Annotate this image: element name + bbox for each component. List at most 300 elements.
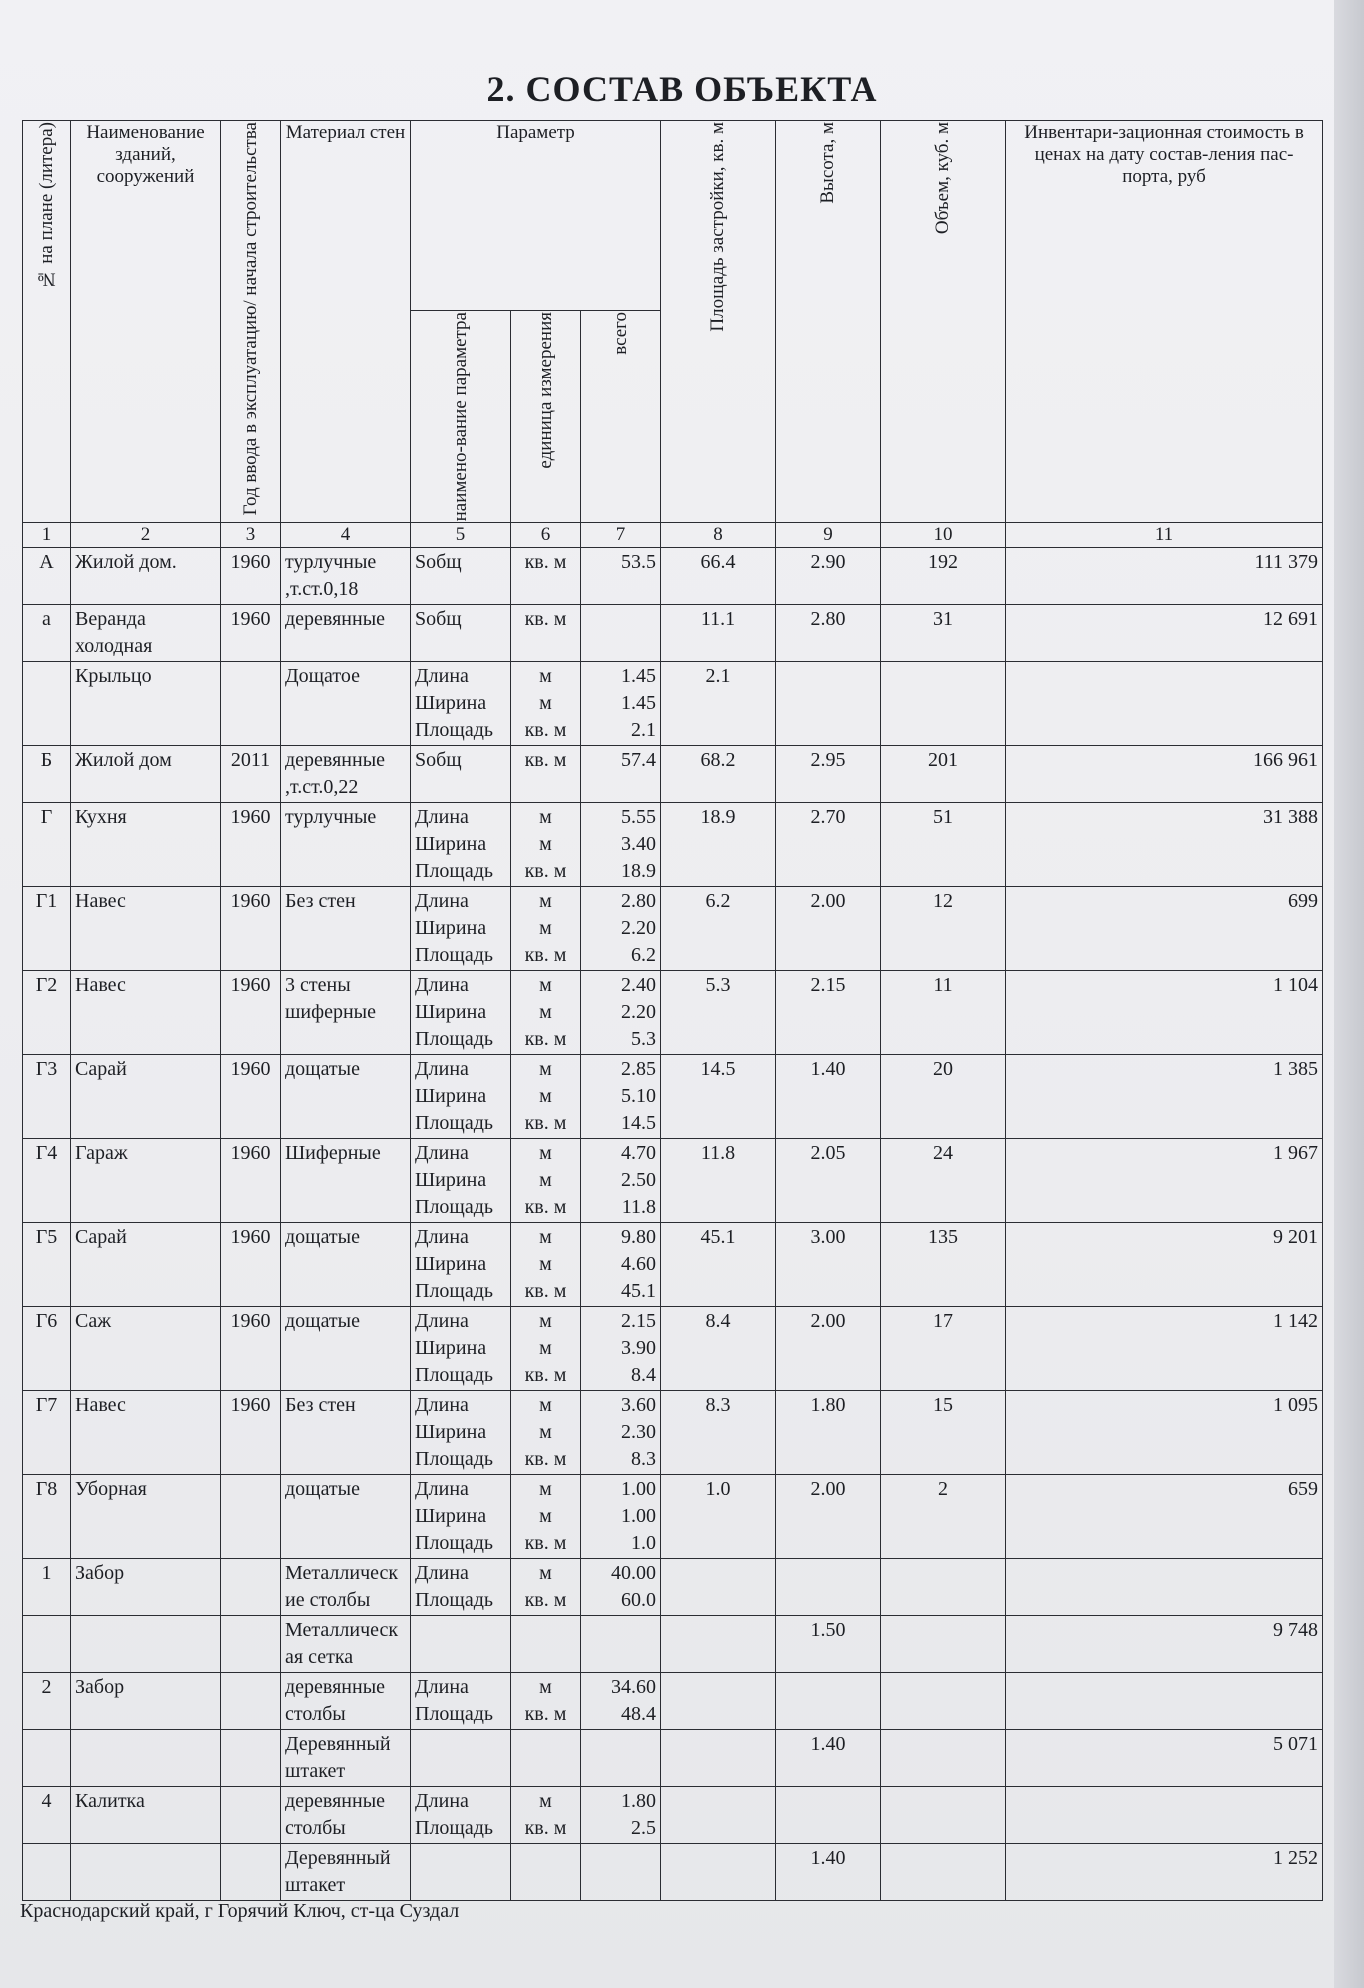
cell-volume: 11 xyxy=(881,971,1006,1055)
param-total: 4.70 xyxy=(621,1142,657,1165)
param-name: Ширина xyxy=(415,833,487,856)
cell-param-unit xyxy=(511,1139,581,1223)
cell-year: 1960 xyxy=(221,803,281,887)
cell-year: 1960 xyxy=(221,1391,281,1475)
param-unit: м xyxy=(539,917,552,940)
param-name: Площадь xyxy=(415,1364,493,1387)
param-unit: кв. м xyxy=(524,1112,567,1135)
cell-year xyxy=(221,1616,281,1673)
param-name: Ширина xyxy=(415,1505,487,1528)
cell-year xyxy=(221,1787,281,1844)
cell-param-unit xyxy=(511,662,581,746)
cell-height xyxy=(776,1673,881,1730)
param-unit: м xyxy=(539,692,552,715)
cell-name: Крыльцо xyxy=(71,662,221,746)
cell-param-total xyxy=(581,1475,661,1559)
cell-cost: 1 252 xyxy=(1006,1844,1323,1901)
column-number: 5 xyxy=(411,523,511,548)
param-total: 2.80 xyxy=(621,890,657,913)
table-row xyxy=(23,605,1323,662)
param-name: Площадь xyxy=(415,1196,493,1219)
cell-param-name xyxy=(411,1787,511,1844)
param-name: Sобщ xyxy=(415,608,462,631)
cell-param-unit xyxy=(511,1307,581,1391)
cell-cost xyxy=(1006,1787,1323,1844)
cell-year xyxy=(221,1673,281,1730)
cell-material: деревянные столбы xyxy=(281,1787,411,1844)
cell-material: Шиферные xyxy=(281,1139,411,1223)
cell-param-name xyxy=(411,1844,511,1901)
column-number: 8 xyxy=(661,523,776,548)
cell-param-total xyxy=(581,1559,661,1616)
param-unit: м xyxy=(539,1169,552,1192)
cell-material: Без стен xyxy=(281,1391,411,1475)
cell-param-unit xyxy=(511,1475,581,1559)
cell-built-area xyxy=(661,1559,776,1616)
cell-param-name xyxy=(411,971,511,1055)
param-total: 2.5 xyxy=(631,1817,657,1840)
cell-volume: 201 xyxy=(881,746,1006,803)
param-total: 1.45 xyxy=(621,665,657,688)
cell-param-name xyxy=(411,1223,511,1307)
cell-param-name xyxy=(411,1673,511,1730)
cell-param-unit xyxy=(511,803,581,887)
param-unit: кв. м xyxy=(524,1364,567,1387)
cell-name: Сарай xyxy=(71,1055,221,1139)
param-unit: кв. м xyxy=(524,749,567,772)
param-name: Длина xyxy=(415,1790,469,1813)
cell-material: дощатые xyxy=(281,1307,411,1391)
param-total: 3.40 xyxy=(621,833,657,856)
param-total: 2.30 xyxy=(621,1421,657,1444)
cell-height: 2.00 xyxy=(776,887,881,971)
header-param-total: всего xyxy=(581,311,661,523)
cell-material: Металлическ ая сетка xyxy=(281,1616,411,1673)
cell-param-unit xyxy=(511,1391,581,1475)
cell-height: 2.90 xyxy=(776,548,881,605)
cell-material: дощатые xyxy=(281,1223,411,1307)
cell-lit: Г4 xyxy=(23,1139,71,1223)
table-body xyxy=(23,548,1323,1901)
header-cost: Инвентари-зационная стоимость в ценах на дату состав-ления пас-порта, руб xyxy=(1006,121,1323,523)
param-name: Ширина xyxy=(415,1001,487,1024)
cell-built-area xyxy=(661,1673,776,1730)
cell-height xyxy=(776,1559,881,1616)
cell-material: Деревянный штакет xyxy=(281,1730,411,1787)
cell-volume: 135 xyxy=(881,1223,1006,1307)
param-unit: м xyxy=(539,1085,552,1108)
cell-material: деревянные ,т.ст.0,22 xyxy=(281,746,411,803)
cell-name: Саж xyxy=(71,1307,221,1391)
header-volume: Объем, куб. м xyxy=(881,121,1006,523)
cell-param-name xyxy=(411,1559,511,1616)
cell-lit: Г xyxy=(23,803,71,887)
cell-lit: 1 xyxy=(23,1559,71,1616)
cell-param-total xyxy=(581,1730,661,1787)
header-param-unit: единица измерения xyxy=(511,311,581,523)
cell-height: 1.50 xyxy=(776,1616,881,1673)
cell-param-name xyxy=(411,1391,511,1475)
cell-cost: 1 142 xyxy=(1006,1307,1323,1391)
cell-built-area: 8.3 xyxy=(661,1391,776,1475)
cell-param-name xyxy=(411,1616,511,1673)
param-total: 1.0 xyxy=(631,1532,657,1555)
param-total: 4.60 xyxy=(621,1253,657,1276)
cell-built-area: 14.5 xyxy=(661,1055,776,1139)
cell-year: 1960 xyxy=(221,1139,281,1223)
param-unit: м xyxy=(539,1676,552,1699)
cell-param-name xyxy=(411,1730,511,1787)
param-unit: м xyxy=(539,1001,552,1024)
param-name: Длина xyxy=(415,1142,469,1165)
param-unit: м xyxy=(539,1505,552,1528)
cell-param-total xyxy=(581,1223,661,1307)
table-row xyxy=(23,803,1323,887)
param-total: 2.20 xyxy=(621,917,657,940)
cell-volume: 31 xyxy=(881,605,1006,662)
param-name: Площадь xyxy=(415,944,493,967)
param-unit: м xyxy=(539,1142,552,1165)
cell-year: 1960 xyxy=(221,887,281,971)
param-name: Ширина xyxy=(415,1085,487,1108)
cell-param-name xyxy=(411,605,511,662)
param-total: 3.60 xyxy=(621,1394,657,1417)
cell-lit xyxy=(23,1616,71,1673)
column-number: 2 xyxy=(71,523,221,548)
table-row xyxy=(23,1559,1323,1616)
cell-cost: 1 967 xyxy=(1006,1139,1323,1223)
cell-name: Уборная xyxy=(71,1475,221,1559)
cell-param-name xyxy=(411,1307,511,1391)
param-name: Ширина xyxy=(415,917,487,940)
param-name: Длина xyxy=(415,1058,469,1081)
cell-param-total xyxy=(581,1616,661,1673)
cell-param-unit xyxy=(511,548,581,605)
column-number: 11 xyxy=(1006,523,1323,548)
param-name: Ширина xyxy=(415,1421,487,1444)
column-number: 1 xyxy=(23,523,71,548)
cell-param-name xyxy=(411,887,511,971)
param-total: 34.60 xyxy=(611,1676,657,1699)
cell-param-unit xyxy=(511,605,581,662)
header-year: Год ввода в эксплуатацию/ начала строительства xyxy=(221,121,281,523)
cell-height xyxy=(776,662,881,746)
page-edge-shadow xyxy=(1334,0,1364,1988)
cell-param-unit xyxy=(511,1787,581,1844)
cell-param-total xyxy=(581,803,661,887)
cell-built-area xyxy=(661,1616,776,1673)
column-number: 4 xyxy=(281,523,411,548)
cell-volume: 17 xyxy=(881,1307,1006,1391)
cell-volume xyxy=(881,1844,1006,1901)
cell-year xyxy=(221,1844,281,1901)
param-total: 11.8 xyxy=(621,1196,657,1219)
cell-name: Сарай xyxy=(71,1223,221,1307)
param-name: Длина xyxy=(415,1676,469,1699)
param-unit: кв. м xyxy=(524,1589,567,1612)
table-row xyxy=(23,1673,1323,1730)
cell-cost: 111 379 xyxy=(1006,548,1323,605)
cell-name: Навес xyxy=(71,887,221,971)
cell-material: Деревянный штакет xyxy=(281,1844,411,1901)
param-name: Площадь xyxy=(415,1112,493,1135)
param-unit: кв. м xyxy=(524,1703,567,1726)
cell-cost: 699 xyxy=(1006,887,1323,971)
cell-param-total xyxy=(581,1391,661,1475)
cell-param-total xyxy=(581,1787,661,1844)
cell-cost: 5 071 xyxy=(1006,1730,1323,1787)
cell-lit: а xyxy=(23,605,71,662)
param-name: Площадь xyxy=(415,1028,493,1051)
cell-height: 3.00 xyxy=(776,1223,881,1307)
header-param-name: наимено-вание параметра xyxy=(411,311,511,523)
cell-param-name xyxy=(411,1139,511,1223)
cell-lit: Г3 xyxy=(23,1055,71,1139)
cell-name: Кухня xyxy=(71,803,221,887)
cell-volume xyxy=(881,1616,1006,1673)
cell-param-unit xyxy=(511,746,581,803)
column-number: 6 xyxy=(511,523,581,548)
param-name: Длина xyxy=(415,974,469,997)
cell-year: 1960 xyxy=(221,548,281,605)
param-total: 2.40 xyxy=(621,974,657,997)
header-material: Материал стен xyxy=(281,121,411,523)
cell-param-name xyxy=(411,746,511,803)
param-total: 5.55 xyxy=(621,806,657,829)
param-total: 8.3 xyxy=(631,1448,657,1471)
param-name: Площадь xyxy=(415,1532,493,1555)
header-lit: № на плане (литера) xyxy=(23,121,71,523)
param-total: 2.15 xyxy=(621,1310,657,1333)
param-unit: м xyxy=(539,665,552,688)
cell-built-area: 8.4 xyxy=(661,1307,776,1391)
param-name: Площадь xyxy=(415,860,493,883)
param-total: 18.9 xyxy=(621,860,657,883)
cell-name: Забор xyxy=(71,1559,221,1616)
cell-material: деревянные xyxy=(281,605,411,662)
cell-lit: Г6 xyxy=(23,1307,71,1391)
cell-name xyxy=(71,1844,221,1901)
cell-param-total xyxy=(581,605,661,662)
param-unit: м xyxy=(539,1226,552,1249)
cell-height: 1.80 xyxy=(776,1391,881,1475)
cell-height: 2.80 xyxy=(776,605,881,662)
cell-built-area: 2.1 xyxy=(661,662,776,746)
cell-material: дощатые xyxy=(281,1475,411,1559)
cell-param-unit xyxy=(511,1673,581,1730)
cell-lit: Г1 xyxy=(23,887,71,971)
cell-year: 1960 xyxy=(221,971,281,1055)
param-total: 3.90 xyxy=(621,1337,657,1360)
param-total: 5.10 xyxy=(621,1085,657,1108)
cell-cost xyxy=(1006,662,1323,746)
param-name: Длина xyxy=(415,1478,469,1501)
param-name: Длина xyxy=(415,1226,469,1249)
cell-built-area xyxy=(661,1787,776,1844)
cell-volume xyxy=(881,1559,1006,1616)
cell-param-name xyxy=(411,1055,511,1139)
column-number: 10 xyxy=(881,523,1006,548)
param-total: 14.5 xyxy=(621,1112,657,1135)
cell-year xyxy=(221,662,281,746)
cell-param-total xyxy=(581,1844,661,1901)
param-total: 48.4 xyxy=(621,1703,657,1726)
cell-lit: 2 xyxy=(23,1673,71,1730)
param-total: 1.00 xyxy=(621,1478,657,1501)
param-total: 2.50 xyxy=(621,1169,657,1192)
cell-cost: 1 104 xyxy=(1006,971,1323,1055)
cell-param-total xyxy=(581,746,661,803)
cell-built-area: 5.3 xyxy=(661,971,776,1055)
param-name: Ширина xyxy=(415,1169,487,1192)
param-name: Длина xyxy=(415,1562,469,1585)
cell-year: 1960 xyxy=(221,1055,281,1139)
cell-lit: Г5 xyxy=(23,1223,71,1307)
cell-name xyxy=(71,1730,221,1787)
cell-param-total xyxy=(581,1673,661,1730)
param-unit: кв. м xyxy=(524,1280,567,1303)
cell-height: 2.95 xyxy=(776,746,881,803)
cell-lit: А xyxy=(23,548,71,605)
param-unit: м xyxy=(539,1562,552,1585)
header-name: Наименование зданий, сооружений xyxy=(71,121,221,523)
table-row xyxy=(23,662,1323,746)
cell-param-unit xyxy=(511,887,581,971)
param-unit: кв. м xyxy=(524,860,567,883)
table-row xyxy=(23,1787,1323,1844)
cell-volume: 2 xyxy=(881,1475,1006,1559)
param-total: 53.5 xyxy=(621,551,657,574)
param-name: Ширина xyxy=(415,692,487,715)
table-row xyxy=(23,1475,1323,1559)
cell-built-area xyxy=(661,1844,776,1901)
cell-volume: 12 xyxy=(881,887,1006,971)
cell-volume: 51 xyxy=(881,803,1006,887)
param-total: 1.45 xyxy=(621,692,657,715)
table-row xyxy=(23,1139,1323,1223)
cell-param-unit xyxy=(511,1844,581,1901)
param-name: Площадь xyxy=(415,1448,493,1471)
cell-param-unit xyxy=(511,971,581,1055)
cell-built-area: 66.4 xyxy=(661,548,776,605)
param-total: 1.00 xyxy=(621,1505,657,1528)
cell-cost: 1 385 xyxy=(1006,1055,1323,1139)
cell-material: 3 стены шиферные xyxy=(281,971,411,1055)
cell-built-area: 11.1 xyxy=(661,605,776,662)
cell-cost: 9 748 xyxy=(1006,1616,1323,1673)
cell-height: 2.15 xyxy=(776,971,881,1055)
param-unit: м xyxy=(539,1337,552,1360)
cell-material: Без стен xyxy=(281,887,411,971)
table-row xyxy=(23,1391,1323,1475)
cell-material: турлучные ,т.ст.0,18 xyxy=(281,548,411,605)
cell-param-total xyxy=(581,971,661,1055)
cell-height: 2.00 xyxy=(776,1307,881,1391)
cell-material: Дощатое xyxy=(281,662,411,746)
param-total: 2.85 xyxy=(621,1058,657,1081)
cell-volume: 24 xyxy=(881,1139,1006,1223)
param-total: 45.1 xyxy=(621,1280,657,1303)
cell-cost: 9 201 xyxy=(1006,1223,1323,1307)
param-total: 1.80 xyxy=(621,1790,657,1813)
column-number: 9 xyxy=(776,523,881,548)
cell-name: Гараж xyxy=(71,1139,221,1223)
param-total: 9.80 xyxy=(621,1226,657,1249)
param-name: Ширина xyxy=(415,1253,487,1276)
table-row xyxy=(23,548,1323,605)
cell-built-area: 1.0 xyxy=(661,1475,776,1559)
table-row xyxy=(23,1223,1323,1307)
header-param-group: Параметр xyxy=(411,121,661,311)
param-unit: кв. м xyxy=(524,1532,567,1555)
document-title: 2. СОСТАВ ОБЪЕКТА xyxy=(486,69,878,109)
column-number-row xyxy=(23,523,1323,548)
cell-cost: 166 961 xyxy=(1006,746,1323,803)
cell-cost: 659 xyxy=(1006,1475,1323,1559)
cell-year xyxy=(221,1559,281,1616)
param-total: 40.00 xyxy=(611,1562,657,1585)
param-total: 8.4 xyxy=(631,1364,657,1387)
cell-cost: 31 388 xyxy=(1006,803,1323,887)
cell-param-total xyxy=(581,1055,661,1139)
cell-param-name xyxy=(411,803,511,887)
cell-year: 2011 xyxy=(221,746,281,803)
param-name: Площадь xyxy=(415,719,493,742)
param-unit: м xyxy=(539,1394,552,1417)
cell-height: 1.40 xyxy=(776,1055,881,1139)
param-unit: м xyxy=(539,1421,552,1444)
cell-built-area: 68.2 xyxy=(661,746,776,803)
cell-cost: 12 691 xyxy=(1006,605,1323,662)
param-name: Длина xyxy=(415,1310,469,1333)
param-unit: кв. м xyxy=(524,944,567,967)
param-unit: м xyxy=(539,1058,552,1081)
param-unit: м xyxy=(539,974,552,997)
param-total: 57.4 xyxy=(621,749,657,772)
cell-cost: 1 095 xyxy=(1006,1391,1323,1475)
param-name: Площадь xyxy=(415,1589,493,1612)
cell-param-name xyxy=(411,548,511,605)
param-name: Длина xyxy=(415,665,469,688)
cell-year: 1960 xyxy=(221,605,281,662)
param-name: Длина xyxy=(415,806,469,829)
param-unit: кв. м xyxy=(524,1028,567,1051)
cell-volume: 15 xyxy=(881,1391,1006,1475)
cell-height: 1.40 xyxy=(776,1844,881,1901)
param-total: 5.3 xyxy=(631,1028,657,1051)
cell-name: Калитка xyxy=(71,1787,221,1844)
cell-param-unit xyxy=(511,1055,581,1139)
param-name: Площадь xyxy=(415,1817,493,1840)
param-unit: м xyxy=(539,1310,552,1333)
table-row xyxy=(23,1616,1323,1673)
param-unit: кв. м xyxy=(524,719,567,742)
cell-name xyxy=(71,1616,221,1673)
param-name: Длина xyxy=(415,1394,469,1417)
cell-lit: Г2 xyxy=(23,971,71,1055)
cell-lit: Г8 xyxy=(23,1475,71,1559)
cell-height: 1.40 xyxy=(776,1730,881,1787)
param-total: 2.20 xyxy=(621,1001,657,1024)
param-name: Площадь xyxy=(415,1280,493,1303)
param-name: Длина xyxy=(415,890,469,913)
cell-material: дощатые xyxy=(281,1055,411,1139)
cell-lit xyxy=(23,662,71,746)
cell-lit: Г7 xyxy=(23,1391,71,1475)
cell-name: Веранда холодная xyxy=(71,605,221,662)
cell-built-area xyxy=(661,1730,776,1787)
table-row xyxy=(23,1055,1323,1139)
